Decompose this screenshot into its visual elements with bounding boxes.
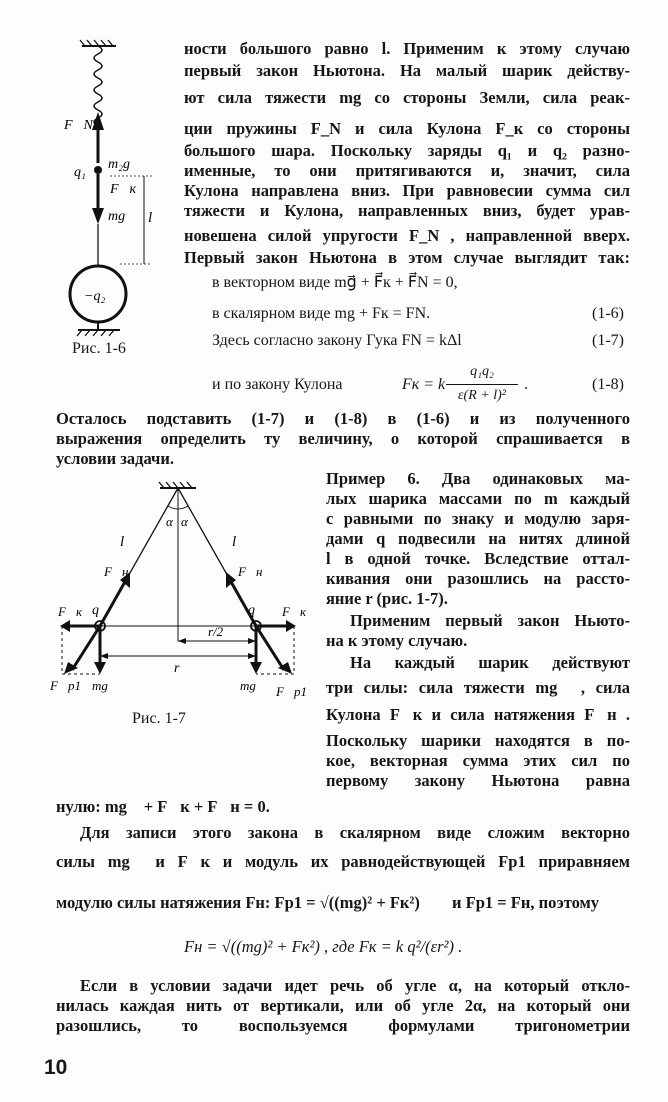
equation-coulomb-denominator: ε(R + l)²: [458, 388, 506, 403]
example-line-1: Пример 6. Два одинаковых ма-: [326, 469, 630, 488]
fig7-alpha-right: α: [181, 514, 188, 529]
top-line-1: ности большого равно l. Применим к этому случаю: [184, 39, 630, 58]
fig7-label-Fk-right: F⃗к: [282, 604, 307, 619]
figure-1-6: [40, 38, 180, 368]
after-line-2: выражения определить ту величину, о которой спрашивается в: [56, 429, 630, 448]
fig6-label-l: l: [148, 210, 153, 226]
fig7-label-Fn-right: F⃗н: [238, 564, 263, 579]
equation-coulomb-numerator: q₁q₂: [470, 364, 494, 379]
fig7-label-Fp1-left: F⃗р1: [50, 678, 82, 693]
top-line-5: большого шара. Поскольку заряды q₁ и q₂ разно-: [184, 141, 630, 160]
equation-hooke-number: (1-7): [592, 332, 624, 349]
example-line-11: три силы: сила тяжести mg⃗ , сила: [326, 678, 630, 697]
bottom-line-3: силы mg⃗ и F⃗к и модуль их равнодействующей Fр1 приравняем: [56, 852, 630, 871]
bottom-line-6: Если в условии задачи идет речь об угле α, на который откло-: [80, 976, 630, 995]
example-line-6: кивания они разошлись на рассто-: [326, 569, 630, 588]
fig7-label-Fn-left: F⃗н: [104, 564, 129, 579]
fig7-caption: Рис. 1-7: [132, 710, 186, 727]
equation-scalar-number: (1-6): [592, 305, 624, 322]
equation-scalar: в скалярном виде mg + Fк = FN.: [212, 305, 431, 322]
top-line-2: первый закон Ньютона. На малый шарик действу-: [184, 61, 630, 80]
bottom-line-2: Для записи этого закона в скалярном виде сложим векторно: [80, 823, 630, 842]
equation-coulomb-fraction-bar: [446, 384, 518, 385]
fig6-label-Fk: F⃗к: [110, 182, 136, 197]
top-line-9: новешена силой упругости F_N , направленной вверх.: [184, 226, 630, 245]
bottom-line-4b: и Fр1 = Fн, поэтому: [452, 893, 600, 912]
bottom-line-8: разошлись, то воспользуемся формулами тригонометрии: [56, 1016, 630, 1035]
example-line-8: Применим первый закон Ньюто-: [350, 611, 630, 630]
example-line-14: кое, векторная сумма этих сил по: [326, 751, 630, 770]
example-line-9: на к этому случаю.: [326, 631, 468, 650]
example-line-15: первому закону Ньютона равна: [326, 771, 630, 790]
fig7-label-l-right: l: [232, 534, 237, 550]
bottom-line-4a: модулю силы натяжения Fн: Fр1 = √((mg)² + Fк²): [56, 893, 420, 912]
bottom-line-1: нулю: mg⃗ + F⃗к + F⃗н = 0.: [56, 797, 270, 816]
example-line-12: Кулона F⃗к и сила натяжения F⃗н .: [326, 705, 630, 724]
equation-coulomb-prefix: и по закону Кулона: [212, 376, 343, 393]
top-line-8: тяжести и Кулона, направленных вниз, будет урав-: [184, 201, 630, 220]
top-line-10: Первый закон Ньютона в этом случае выглядит так:: [184, 248, 630, 267]
fig7-alpha-left: α: [166, 514, 173, 529]
fig6-label-q2: −q₂: [84, 289, 106, 304]
example-line-13: Поскольку шарики находятся в по-: [326, 731, 630, 750]
fig7-label-mg-left: mg⃗: [92, 678, 118, 693]
fig6-label-FN: F⃗N: [64, 118, 93, 133]
fig6-label-m2g: m₂g⃗: [108, 157, 141, 172]
top-line-7: Кулона направлена вниз. При равновесии сумма сил: [184, 181, 630, 200]
equation-coulomb-number: (1-8): [592, 376, 624, 393]
fig6-label-mg: mg⃗: [108, 209, 136, 224]
after-line-3: условии задачи.: [56, 449, 174, 468]
equation-coulomb-lhs: Fк = k: [402, 376, 446, 393]
equation-coulomb-tail: .: [524, 376, 528, 393]
example-line-5: l в одной точке. Вследствие оттал-: [326, 549, 630, 568]
bottom-line-5: Fн = √((mg)² + Fк²) , где Fк = k q²/(εr²) .: [184, 937, 463, 956]
fig7-label-r2: r/2: [208, 624, 224, 639]
example-line-10: На каждый шарик действуют: [350, 653, 630, 672]
example-line-3: с равными по знаку и модулю заря-: [326, 509, 630, 528]
example-line-2: лых шарика массами по m каждый: [326, 489, 630, 508]
equation-hooke: Здесь согласно закону Гука FN = kΔl: [212, 332, 462, 349]
fig7-label-l-left: l: [120, 534, 125, 550]
page-number: 10: [44, 1056, 68, 1079]
after-line-1: Осталось подставить (1-7) и (1-8) в (1-6) и из полученного: [56, 409, 630, 428]
top-line-6: именные, то они притягиваются и, значит, сила: [184, 161, 630, 180]
example-line-7: яние r (рис. 1-7).: [326, 589, 448, 608]
fig7-label-mg-right: mg⃗: [240, 678, 266, 693]
fig7-label-Fk-left: F⃗к: [58, 604, 83, 619]
example-line-4: дами q подвесили на нитях длиной: [326, 529, 630, 548]
top-line-3: ют сила тяжести mg со стороны Земли, сила реак-: [184, 88, 630, 107]
fig7-label-r: r: [174, 661, 180, 676]
fig6-caption: Рис. 1-6: [72, 340, 126, 357]
fig7-label-q-right: q: [248, 603, 255, 618]
fig7-label-q-left: q: [92, 603, 99, 618]
equation-vector: в векторном виде mg⃗ + F⃗к + F⃗N = 0,: [212, 274, 458, 291]
bottom-line-7: нилась каждая нить от вертикали, или об угле 2α, на который они: [56, 996, 630, 1015]
fig6-label-q1: q₁: [74, 165, 86, 180]
figure-1-7: [50, 476, 316, 708]
top-line-4: ции пружины F_N и сила Кулона F_к со стороны: [184, 119, 630, 138]
fig7-label-Fp1-right: F⃗р1: [276, 684, 308, 699]
